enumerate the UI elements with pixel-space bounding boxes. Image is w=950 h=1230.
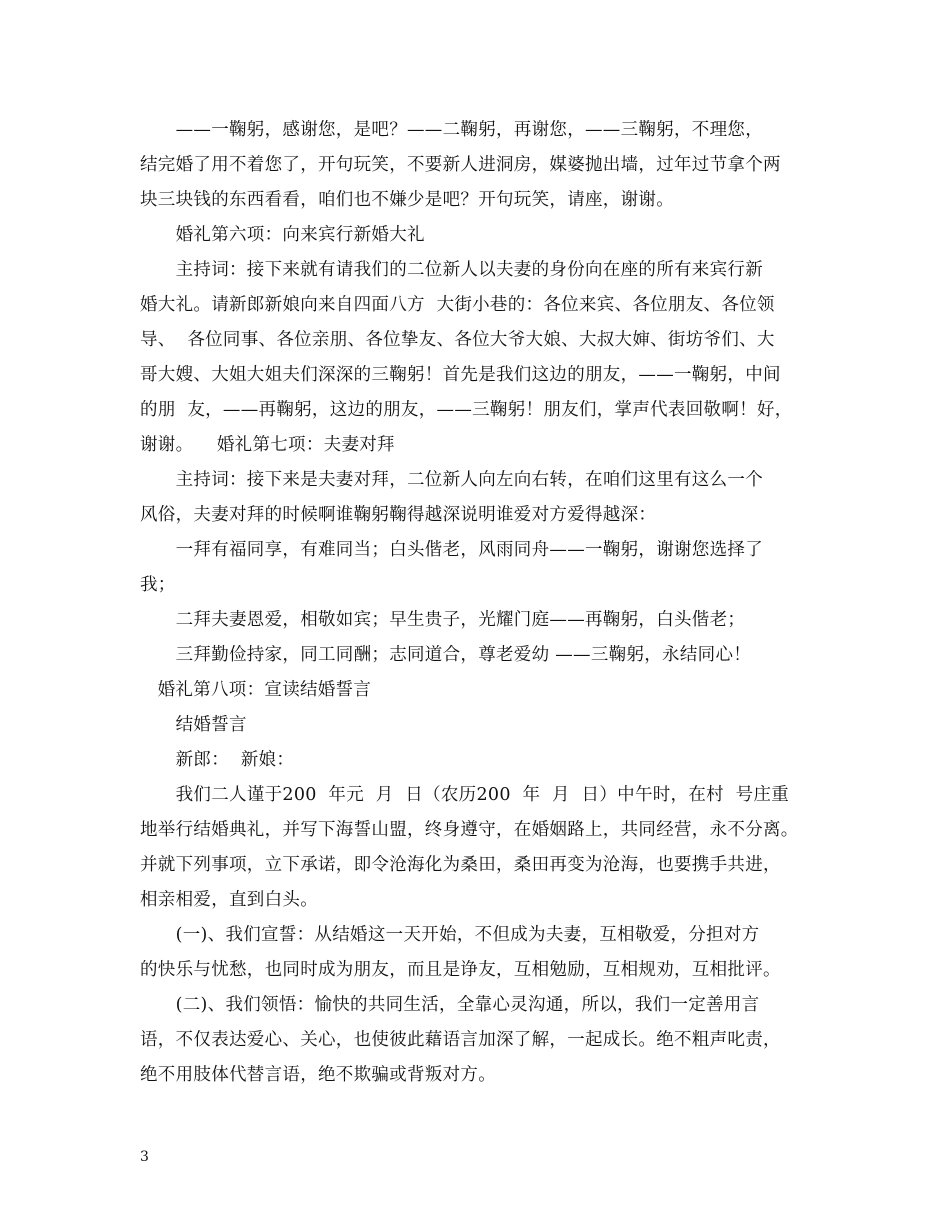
text-line: 并就下列事项，立下承诺，即令沧海化为桑田，桑田再变为沧海，也要携手共进， — [140, 855, 781, 875]
text-line: 我； — [140, 575, 176, 595]
text-line: (二)、我们领悟：愉快的共同生活，全靠心灵沟通，所以，我们一定善用言 — [140, 995, 760, 1015]
text-line: 哥大嫂、大姐大姐夫们深深的三鞠躬！首先是我们这边的朋友，——一鞠躬，中间 — [140, 365, 781, 385]
text-line: 我们二人谨于200 年元 月 日（农历200 年 月 日）中午时，在村 号庄重 — [140, 785, 790, 805]
section-heading: 婚礼第六项：向来宾行新婚大礼 — [140, 225, 425, 245]
text-line: 绝不用肢体代替言语，绝不欺骗或背叛对方。 — [140, 1065, 496, 1085]
text-line: 结完婚了用不着您了，开句玩笑，不要新人进洞房，媒婆抛出墙，过年过节拿个两 — [140, 155, 781, 175]
text-line: 新郎： 新娘： — [140, 750, 295, 770]
text-line: 二拜夫妻恩爱，相敬如宾；早生贵子，光耀门庭——再鞠躬，白头偕老； — [140, 610, 746, 630]
text-line: 导、 各位同事、各位亲朋、各位挚友、各位大爷大娘、大叔大婶、街坊爷们、大 — [140, 330, 775, 350]
text-line: ——一鞠躬，感谢您，是吧？——二鞠躬，再谢您，——三鞠躬，不理您， — [140, 120, 763, 140]
text-line: 一拜有福同享，有难同当；白头偕老，风雨同舟——一鞠躬，谢谢您选择了 — [140, 540, 763, 560]
text-line: 谢谢。 婚礼第七项：夫妻对拜 — [140, 435, 395, 455]
section-heading: 婚礼第八项：宣读结婚誓言 — [140, 680, 372, 700]
text-line: 结婚誓言 — [140, 715, 247, 735]
text-line: 相亲相爱，直到白头。 — [140, 890, 318, 910]
text-line: 块三块钱的东西看看，咱们也不嫌少是吧？开句玩笑，请座，谢谢。 — [140, 190, 674, 210]
text-line: 主持词：接下来是夫妻对拜，二位新人向左向右转，在咱们这里有这么一个 — [140, 470, 763, 490]
page-number: 3 — [140, 1149, 149, 1165]
text-line: 风俗，夫妻对拜的时候啊谁鞠躬鞠得越深说明谁爱对方爱得越深： — [140, 505, 657, 525]
text-line: 的朋 友，——再鞠躬，这边的朋友，——三鞠躬！朋友们，掌声代表回敬啊！好， — [140, 400, 793, 420]
text-line: 的快乐与忧愁，也同时成为朋友，而且是诤友，互相勉励，互相规劝，互相批评。 — [140, 960, 781, 980]
text-line: 三拜勤俭持家，同工同酬；志同道合，尊老爱幼 ——三鞠躬，永结同心！ — [140, 645, 752, 665]
text-line: 主持词：接下来就有请我们的二位新人以夫妻的身份向在座的所有来宾行新 — [140, 260, 763, 280]
text-line: 婚大礼。请新郎新娘向来自四面八方 大街小巷的：各位来宾、各位朋友、各位领 — [140, 295, 775, 315]
text-line: (一)、我们宣誓：从结婚这一天开始，不但成为夫妻，互相敬爱，分担对方 — [140, 925, 760, 945]
text-line: 地举行结婚典礼，并写下海誓山盟，终身遵守，在婚姻路上，共同经营，永不分离。 — [140, 820, 799, 840]
text-line: 语，不仅表达爱心、关心，也使彼此藉语言加深了解，一起成长。绝不粗声叱责， — [140, 1030, 781, 1050]
